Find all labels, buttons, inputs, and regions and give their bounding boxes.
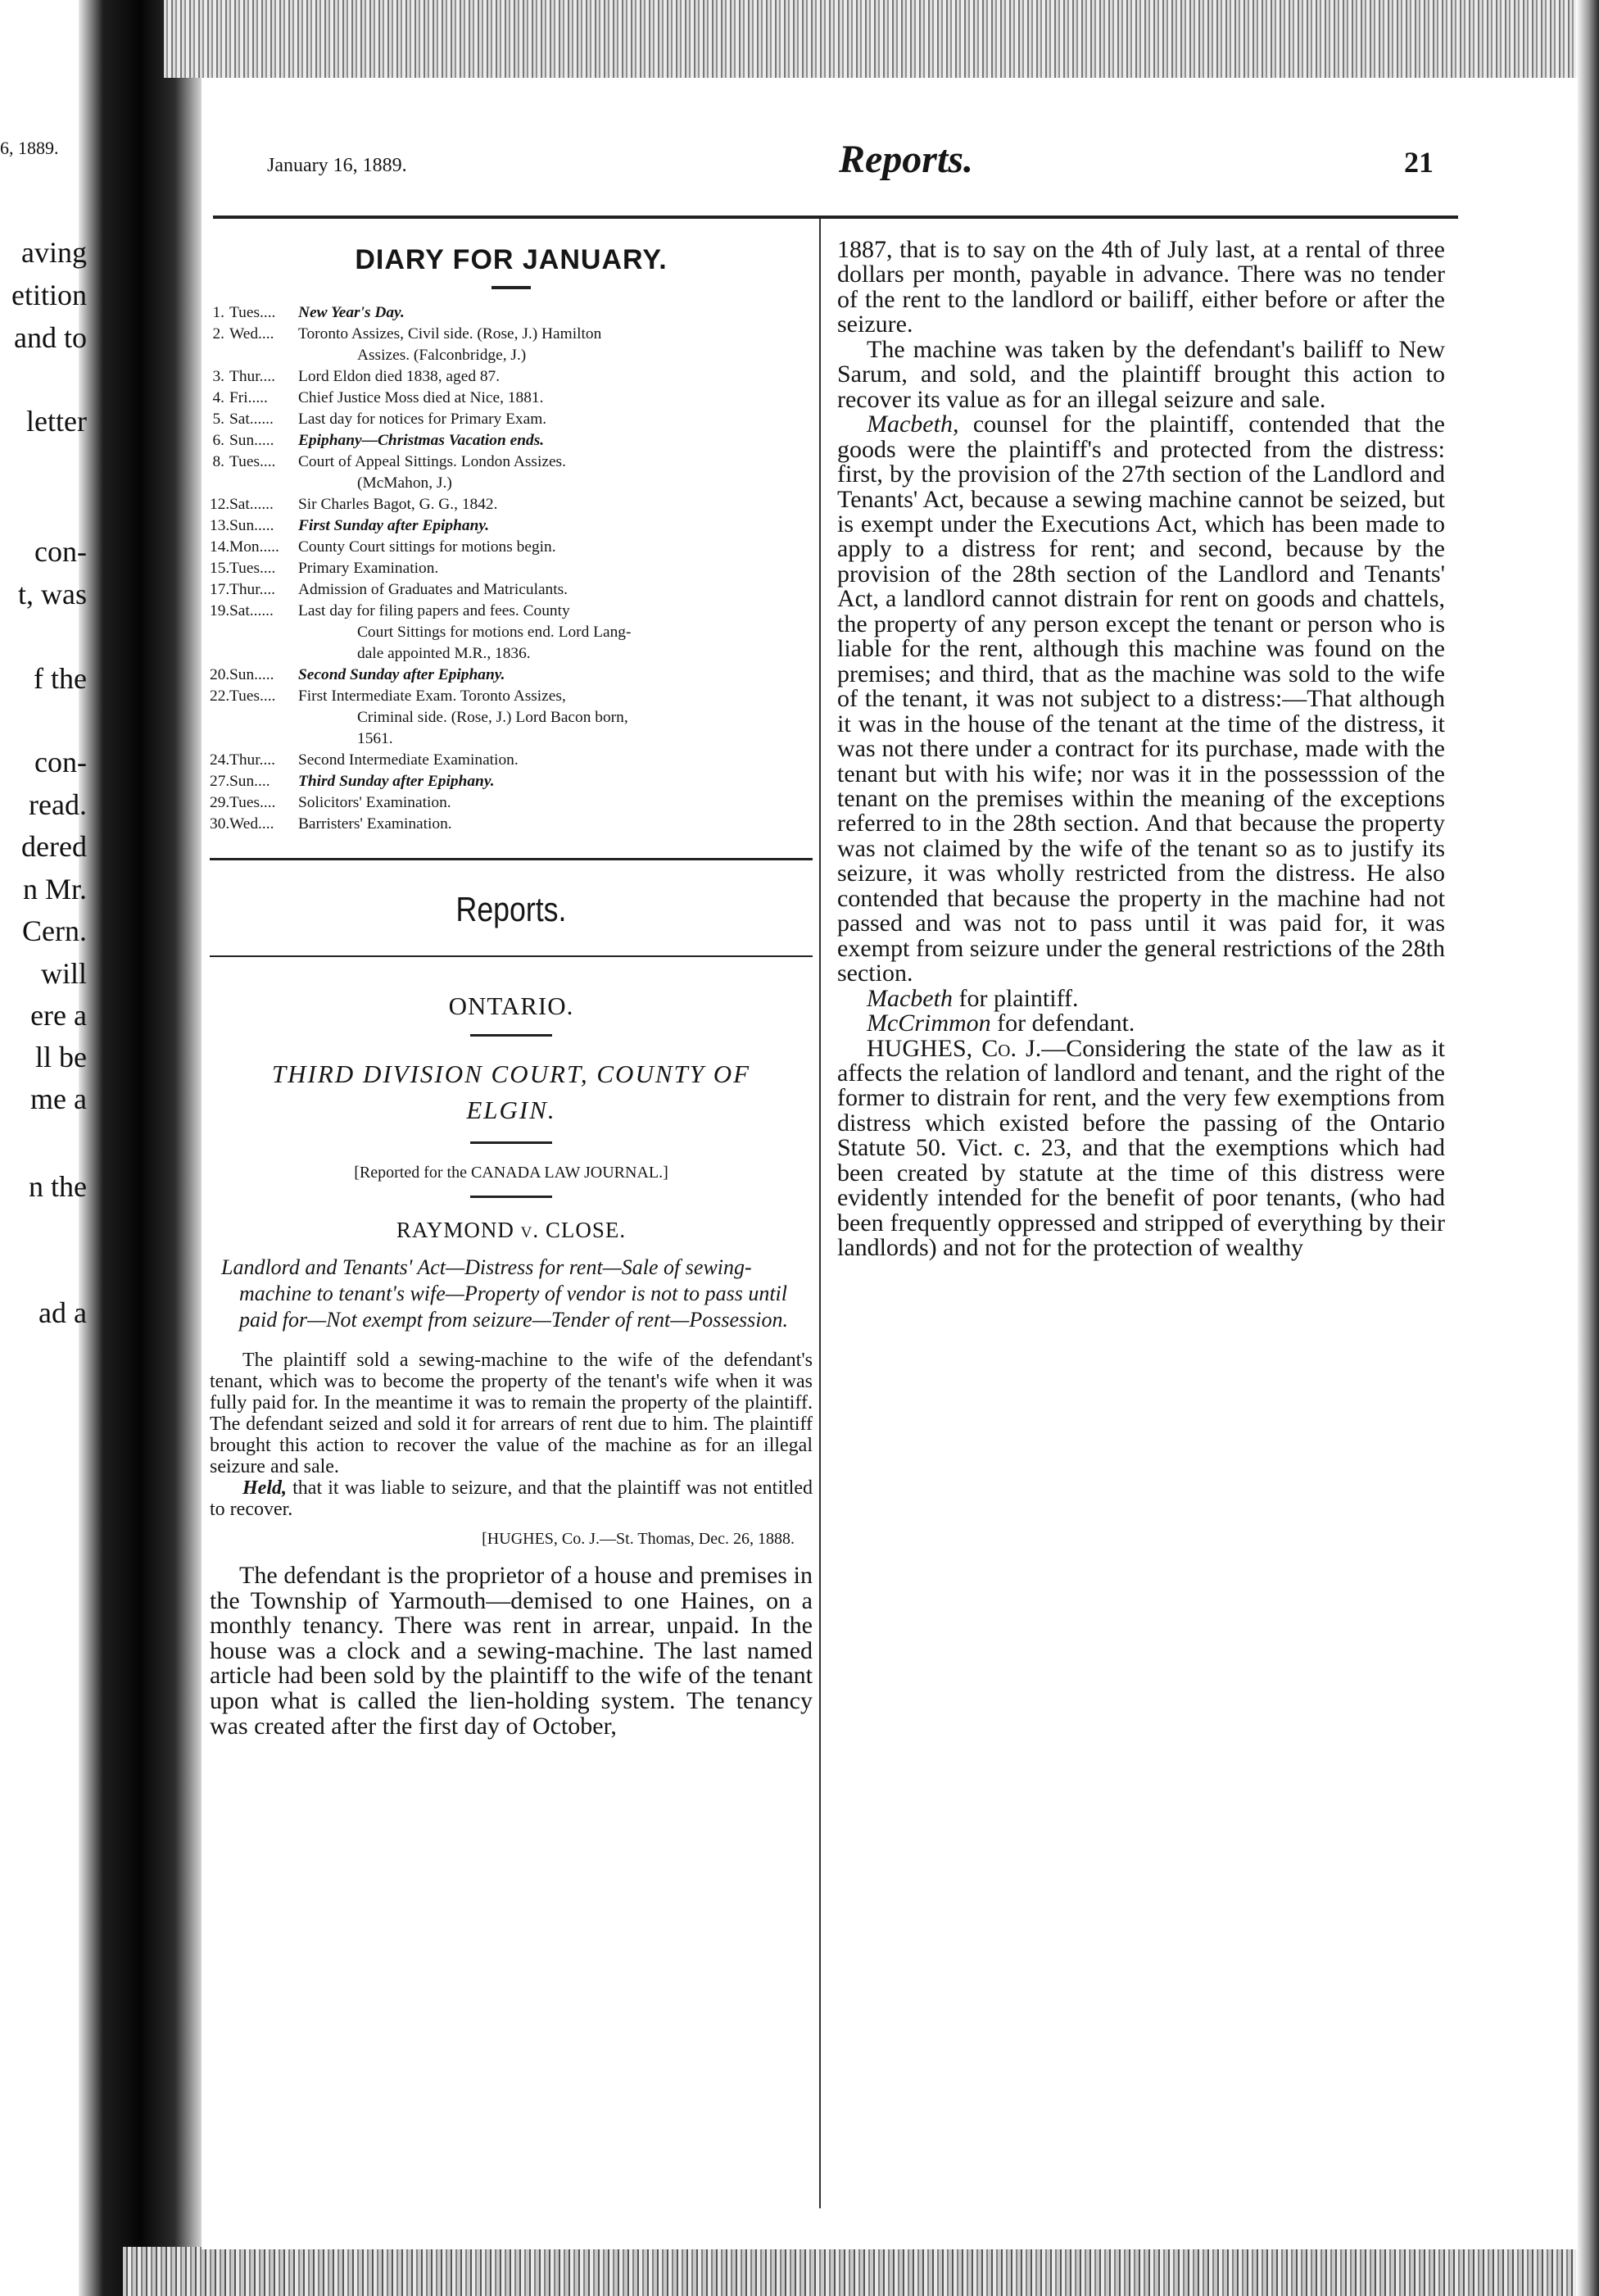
page-number: 21 xyxy=(1404,146,1434,179)
diary-event-continuation: (McMahon, J.) xyxy=(357,474,452,492)
diary-entry xyxy=(210,494,813,515)
ornament-rule xyxy=(470,1034,552,1037)
diary-entry xyxy=(210,814,813,835)
body-paragraph: 1887, that is to say on the 4th of July last, at a rental of three dollars per month, payable in advance. There was no tender of the rent to the landlord or bailiff, either before or after the seizure. xyxy=(837,236,1445,338)
previous-page-word: Cern. xyxy=(22,914,87,947)
previous-page-word: con- xyxy=(34,535,87,568)
diary-date: 2. xyxy=(212,325,224,343)
diary-date: 27. xyxy=(210,773,230,790)
diary-entry xyxy=(210,771,813,792)
previous-page-word: will xyxy=(40,957,87,990)
body-paragraph: The machine was taken by the defendant's bailiff to New Sarum, and sold, and the plaintiff brought this action to recover its value as for an illegal seizure and sale. xyxy=(837,335,1445,413)
previous-page-word: con- xyxy=(34,746,87,778)
diary-date: 30. xyxy=(210,815,230,833)
diary-weekday: Tues.... xyxy=(229,453,276,470)
counsel-name: Macbeth xyxy=(867,984,953,1012)
diary-date: 8. xyxy=(212,453,224,470)
diary-date: 17. xyxy=(210,581,230,598)
diary-date: 3. xyxy=(212,368,224,385)
case-headnote: Landlord and Tenants' Act—Distress for rent—Sale of sewing-machine to tenant's wife—Property of vendor is not to pass until paid for—Not exempt from seizure—Tender of rent—Possession. xyxy=(221,1255,788,1332)
case-summary: The plaintiff sold a sewing-machine to the wife of the defendant's tenant, which was to become the property of the tenant's wife when it was fully paid for. In the meantime it was to remain the property of the plaintiff. The defendant seized and sold it for arrears of rent due to him. The plaintiff brought this action to recover the value of the machine as for an illegal seizure and sale. xyxy=(210,1350,813,1477)
diary-weekday: Thur.... xyxy=(229,751,276,769)
diary-event: Primary Examination. xyxy=(298,560,439,577)
court-title-line: THIRD DIVISION COURT, COUNTY OF xyxy=(271,1060,751,1088)
diary-date: 24. xyxy=(210,751,230,769)
diary-event: Third Sunday after Epiphany. xyxy=(298,773,495,790)
diary-entry xyxy=(210,324,813,345)
diary-event: Second Intermediate Examination. xyxy=(298,751,519,769)
previous-page-word: and to xyxy=(14,321,87,354)
counsel-name: McCrimmon xyxy=(867,1010,991,1037)
diary-weekday: Fri..... xyxy=(229,389,268,406)
previous-page-word: letter xyxy=(26,405,87,438)
diary-event: First Sunday after Epiphany. xyxy=(298,517,490,534)
diary-event-continuation: Assizes. (Falconbridge, J.) xyxy=(357,347,527,364)
diary-entry xyxy=(210,537,813,558)
previous-page-word: f the xyxy=(34,662,87,695)
previous-page-word: ll be xyxy=(35,1041,87,1073)
journal-page xyxy=(202,78,1578,2249)
diary-entry xyxy=(210,409,813,430)
diary-entry xyxy=(210,451,813,473)
province-heading: ONTARIO. xyxy=(448,991,574,1020)
diary-entry xyxy=(210,601,813,622)
diary-entry xyxy=(210,302,813,324)
diary-event: Last day for filing papers and fees. County xyxy=(298,602,570,619)
previous-page-word: read. xyxy=(29,788,87,821)
previous-page-date: 6, 1889. xyxy=(0,138,59,158)
diary-date: 15. xyxy=(210,560,230,577)
case-holding xyxy=(210,1477,813,1520)
diary-event: Solicitors' Examination. xyxy=(298,794,451,811)
previous-page-word: n Mr. xyxy=(22,873,87,905)
section-divider xyxy=(210,858,813,860)
running-head xyxy=(234,137,1578,186)
judgment-text: —Considering the state of the law as it affects the relation of landlord and tenant, and the right of the former to distrain for rent, and the very few exemptions from distress which existed before the passing of the Ontario Statute 50. Vict. c. 23, and that the exemptions which had been created by statute at the time of this distress were evidently intended for the benefit of poor tenants, (who had been frequently oppressed and stripped of everything by their landlords) and not for the protection of wealthy xyxy=(837,1034,1445,1262)
counsel-role: for plaintiff. xyxy=(952,984,1079,1012)
previous-page-word: etition xyxy=(11,279,87,311)
diary-date: 29. xyxy=(210,794,230,811)
previous-page-word: dered xyxy=(21,830,87,863)
header-rule xyxy=(213,216,1458,219)
diary-event-continuation: Court Sittings for motions end. Lord Lang- xyxy=(357,624,632,641)
diary-event: Sir Charles Bagot, G. G., 1842. xyxy=(298,496,498,513)
diary-weekday: Tues.... xyxy=(229,794,276,811)
judgment-paragraph xyxy=(837,1034,1445,1262)
held-word: Held, xyxy=(242,1477,287,1499)
diary-event: Toronto Assizes, Civil side. (Rose, J.) Hamilton xyxy=(298,325,602,343)
title-rule xyxy=(491,286,531,289)
diary-weekday: Sat...... xyxy=(229,602,274,619)
right-column xyxy=(837,238,1445,1261)
body-paragraph: The defendant is the proprietor of a house and premises in the Township of Yarmouth—demised to one Haines, on a monthly tenancy. There was rent in arrear, unpaid. In the house was a clock and a sewing-machine. The last named article had been sold by the plaintiff to the wife of the tenant upon what is called the lien-holding system. The tenancy was created after the first day of October, xyxy=(210,1562,813,1740)
diary-date: 12. xyxy=(210,496,230,513)
previous-page-word: ad a xyxy=(39,1296,87,1329)
previous-page-word: n the xyxy=(29,1170,87,1203)
left-column xyxy=(210,238,813,1739)
previous-page-fragment xyxy=(0,0,92,2296)
diary-entry xyxy=(210,388,813,409)
court-title-line: ELGIN. xyxy=(466,1096,556,1124)
diary-entry xyxy=(210,665,813,686)
diary-weekday: Sun.... xyxy=(229,773,270,790)
previous-page-word: aving xyxy=(21,236,87,269)
diary-event: Barristers' Examination. xyxy=(298,815,452,833)
section-divider xyxy=(210,955,813,957)
diary-weekday: Wed.... xyxy=(229,815,274,833)
counsel-line xyxy=(837,1011,1445,1036)
diary-event: Admission of Graduates and Matriculants. xyxy=(298,581,568,598)
diary-entry xyxy=(210,686,813,707)
diary-event-continuation: Criminal side. (Rose, J.) Lord Bacon born, xyxy=(357,709,628,726)
diary-weekday: Tues.... xyxy=(229,304,276,321)
diary-event: Court of Appeal Sittings. London Assizes. xyxy=(298,453,566,470)
ornament-rule xyxy=(470,1196,552,1198)
scan-bottom-edge xyxy=(123,2247,1599,2296)
diary-event: Second Sunday after Epiphany. xyxy=(298,666,505,683)
ornament-rule xyxy=(470,1141,552,1144)
diary-entry xyxy=(210,430,813,451)
diary-weekday: Sun..... xyxy=(229,517,274,534)
diary-weekday: Tues.... xyxy=(229,687,276,705)
diary-date: 22. xyxy=(210,687,230,705)
diary-weekday: Sat...... xyxy=(229,411,274,428)
diary-list xyxy=(210,302,813,835)
issue-date: January 16, 1889. xyxy=(267,155,407,176)
previous-page-word: t, was xyxy=(18,578,87,610)
diary-entry xyxy=(210,515,813,537)
judge-citation: [HUGHES, Co. J.—St. Thomas, Dec. 26, 1888. xyxy=(482,1530,795,1548)
held-text: that it was liable to seizure, and that the plaintiff was not entitled to recover. xyxy=(210,1477,813,1520)
previous-page-word: me a xyxy=(30,1082,87,1115)
diary-event: New Year's Day. xyxy=(298,304,405,321)
running-title: Reports. xyxy=(838,138,973,181)
case-name: RAYMOND v. CLOSE. xyxy=(396,1218,627,1242)
diary-entry xyxy=(210,366,813,388)
body-paragraph xyxy=(837,412,1445,986)
diary-weekday: Thur.... xyxy=(229,368,276,385)
diary-weekday: Mon..... xyxy=(229,538,279,556)
column-rule xyxy=(819,219,821,2208)
diary-event: Last day for notices for Primary Exam. xyxy=(298,411,547,428)
diary-date: 14. xyxy=(210,538,230,556)
diary-entry xyxy=(210,579,813,601)
diary-date: 20. xyxy=(210,666,230,683)
scan-right-edge xyxy=(1576,0,1599,2296)
diary-date: 19. xyxy=(210,602,230,619)
judge-name: HUGHES, Co. J. xyxy=(867,1034,1042,1062)
diary-weekday: Sat...... xyxy=(229,496,274,513)
diary-date: 6. xyxy=(212,432,224,449)
scan-top-edge xyxy=(164,0,1599,78)
counsel-role: for defendant. xyxy=(990,1010,1135,1037)
diary-event: Lord Eldon died 1838, aged 87. xyxy=(298,368,501,385)
scan-binding-shadow xyxy=(79,0,202,2296)
diary-event: First Intermediate Exam. Toronto Assizes, xyxy=(298,687,566,705)
diary-date: 5. xyxy=(212,411,224,428)
diary-entry xyxy=(210,750,813,771)
diary-event: County Court sittings for motions begin. xyxy=(298,538,556,556)
diary-weekday: Sun..... xyxy=(229,666,274,683)
diary-date: 4. xyxy=(212,389,224,406)
reported-for-note: [Reported for the CANADA LAW JOURNAL.] xyxy=(354,1164,668,1182)
diary-entry xyxy=(210,558,813,579)
diary-weekday: Thur.... xyxy=(229,581,276,598)
counsel-line xyxy=(837,984,1445,1012)
previous-page-word: ere a xyxy=(30,999,87,1032)
diary-event: Chief Justice Moss died at Nice, 1881. xyxy=(298,389,544,406)
diary-event-continuation: 1561. xyxy=(357,730,393,747)
diary-date: 1. xyxy=(212,304,224,321)
diary-weekday: Wed.... xyxy=(229,325,274,343)
diary-event: Epiphany—Christmas Vacation ends. xyxy=(298,432,545,449)
reports-heading: Reports. xyxy=(455,890,567,928)
diary-weekday: Tues.... xyxy=(229,560,276,577)
counsel-name: Macbeth, xyxy=(867,411,959,438)
diary-entry xyxy=(210,792,813,814)
argument-text: counsel for the plaintiff, contended that the goods were the plaintiff's and protected from the distress: first, by the provision of the 27th section of the Landlord and Tenants' Act, because a sewing machine cannot be seized, but is exempt under the Executions Act, which has been made to apply to a distress for rent; and second, because by the provision of the 28th section of the Landlord and Tenants' Act, a landlord cannot distrain for rent on goods and chattels, the property of any person except the tenant or person who is liable for the rent, although this machine was found on the premises; and third, that as the machine was sold to the wife of the tenant, it was not subject to a distress:—That although it was in the house of the tenant at the time of the distress, it was not there under a contract for its purchase, made with the tenant but with his wife; nor was it in the possesssion of the tenant on the premises within the meaning of the exceptions referred to in the 28th section. And that because the property was not claimed by the wife of the tenant so as to justify its seizure, it was wholly restricted from the distress. He also contended that because the property in the machine had not passed and was not to pass until it was paid for, it was exempt from seizure under the general restrictions of the 28th section. xyxy=(837,411,1445,987)
diary-event-continuation: dale appointed M.R., 1836. xyxy=(357,645,531,662)
diary-date: 13. xyxy=(210,517,230,534)
diary-weekday: Sun..... xyxy=(229,432,274,449)
diary-title: DIARY FOR JANUARY. xyxy=(355,244,668,275)
